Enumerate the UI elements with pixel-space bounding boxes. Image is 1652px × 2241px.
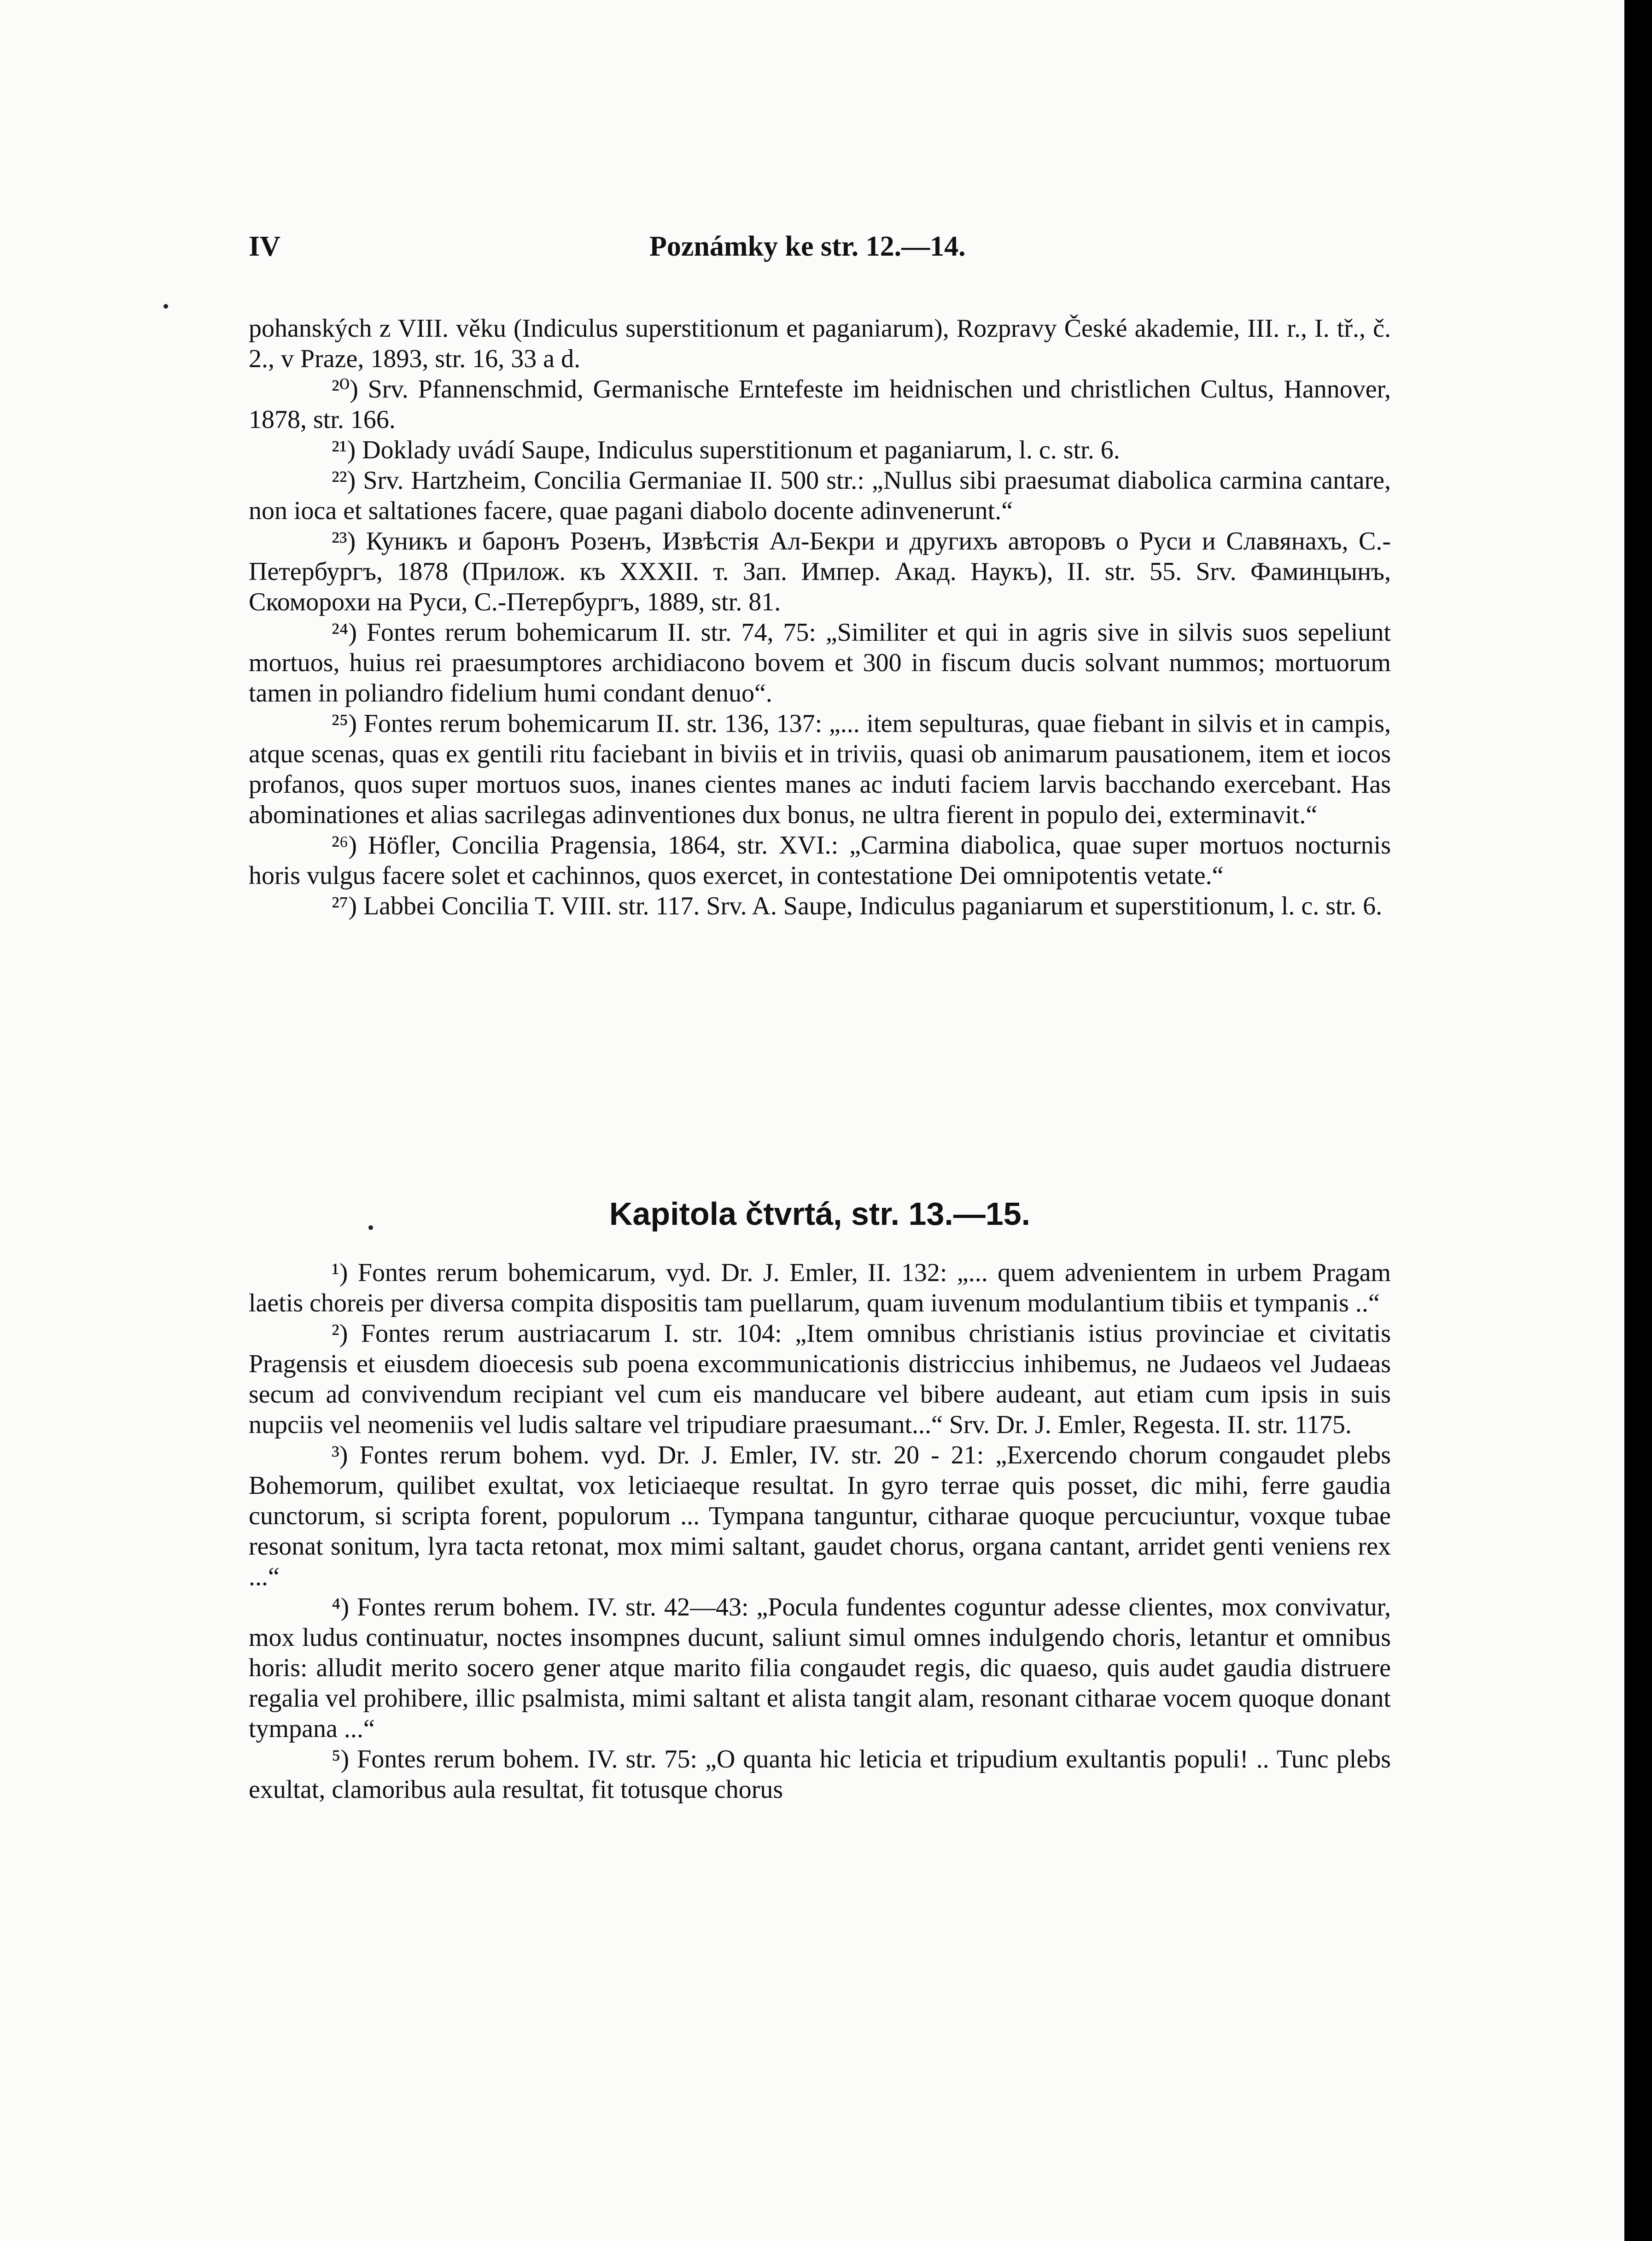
footnote-5: ⁵) Fontes rerum bohem. IV. str. 75: „O quanta hic leticia et tripudium exultantis populi! .. Tunc plebs exultat, clamoribus aula resultat, fit totusque chorus [249,1745,1391,1804]
footnote-25: ²⁵) Fontes rerum bohemicarum II. str. 136, 137: „... item sepulturas, quae fiebant in silvis et in campis, atque scenas, quas ex gentili ritu faciebant in biviis et in triviis, quasi ob animarum pausationem, item et iocos profanos, quos super mortuos suos, inanes cientes manes ac induti faciem larvis bacchando exercebant. Has abominationes et alias sacrilegas adinventiones dux bonus, ne ultra fierent in populo dei, exterminavit.“ [249,709,1391,829]
scan-speck [163,304,168,309]
footnote-26: ²⁶) Höfler, Concilia Pragensia, 1864, str. XVI.: „Carmina diabolica, quae super mortuos nocturnis horis vulgus facere solet et cachinnos, quos exercet, in contestatione Dei omnipotentis vetate.“ [249,831,1391,890]
footnote-3: ³) Fontes rerum bohem. vyd. Dr. J. Emler, IV. str. 20 - 21: „Exercendo chorum congaudet plebs Bohemorum, quilibet exultat, vox leticiaeque resultat. In gyro terrae quis posset, dic mihi, ferre gaudia cunctorum, si scripta forent, populorum ... Tympana tanguntur, citharae quoque percuciuntur, voxque tubae resonat sonitum, lyra tacta retonat, mox mimi saltant, gaudet chorus, organa cantant, arridet genti veniens rex ...“ [249,1441,1391,1591]
footnote-22: ²²) Srv. Hartzheim, Concilia Germaniae II. 500 str.: „Nullus sibi praesumat diabolica carmina cantare, non ioca et saltationes facere, quae pagani diabolo docente adinvenerunt.“ [249,466,1391,525]
running-title: Poznámky ke str. 12.—14. [649,231,966,262]
page-header [249,230,1391,267]
scan-speck [368,1225,373,1230]
footnote-continuation: pohanských z VIII. věku (Indiculus superstitionum et paganiarum), Rozpravy České akademie, III. r., I. tř., č. 2., v Praze, 1893, str. 16, 33 a d. [249,314,1391,373]
footnote-2: ²) Fontes rerum austriacarum I. str. 104: „Item omnibus christianis istius provinciae et civitatis Pragensis et eiusdem dioecesis sub poena excommunicationis districcius inhibemus, ne Judaeos vel Judaeas secum ad convivendum recipiant vel cum eis manducare vel bibere audeant, aut etiam cum ipsis in suis nupciis vel neomeniis vel ludis saltare vel tripudiare praesumant...“ Srv. Dr. J. Emler, Regesta. II. str. 1175. [249,1319,1391,1439]
footnotes-top [249,313,1391,921]
footnote-21: ²¹) Doklady uvádí Saupe, Indiculus superstitionum et paganiarum, l. c. str. 6. [332,436,1120,464]
scan-edge-border [1624,0,1652,2241]
footnote-4: ⁴) Fontes rerum bohem. IV. str. 42—43: „Pocula fundentes coguntur adesse clientes, mox convivatur, mox ludus continuatur, noctes insompnes ducunt, saliunt simul omnes indulgendo choris, letantur et omnibus horis: alludit merito socero gener atque marito filia congaudet regis, dic quaeso, quis audet gaudia distruere regalia vel prohibere, illic psalmista, mimi saltant et alista tangit alam, resonant citharae vocem quoque donant tympana ...“ [249,1593,1391,1743]
footnotes-bottom [249,1258,1391,1805]
footnote-23: ²³) Куникъ и баронъ Розенъ, Извѣстія Ал-Бекри и другихъ авторовъ о Руси и Славянахъ, С.-Петербургъ, 1878 (Прилож. къ XXXII. т. Зап. Импер. Акад. Наукъ), II. str. 55. Srv. Фаминцынъ, Скоморохи на Руси, С.-Петербургъ, 1889, str. 81. [249,527,1391,616]
page-number: IV [249,231,280,262]
footnote-24: ²⁴) Fontes rerum bohemicarum II. str. 74, 75: „Similiter et qui in agris sive in silvis suos sepeliunt mortuos, huius rei praesumptores archidiacono bovem et 300 in fiscum ducis solvant nummos; mortuorum tamen in poliandro fidelium humi condant denuo“. [249,618,1391,708]
footnote-1: ¹) Fontes rerum bohemicarum, vyd. Dr. J. Emler, II. 132: „... quem advenientem in urbem Pragam laetis choreis per diversa compita dispositis tam puellarum, quam iuvenum modulantium tibiis et tympanis ..“ [249,1258,1391,1317]
footnote-20: ²⁰) Srv. Pfannenschmid, Germanische Erntefeste im heidnischen und christlichen Cultus, Hannover, 1878, str. 166. [249,375,1391,434]
footnote-27: ²⁷) Labbei Concilia T. VIII. str. 117. Srv. A. Saupe, Indiculus paganiarum et superstitionum, l. c. str. 6. [332,892,1383,920]
section-title: Kapitola čtvrtá, str. 13.—15. [609,1196,1031,1232]
